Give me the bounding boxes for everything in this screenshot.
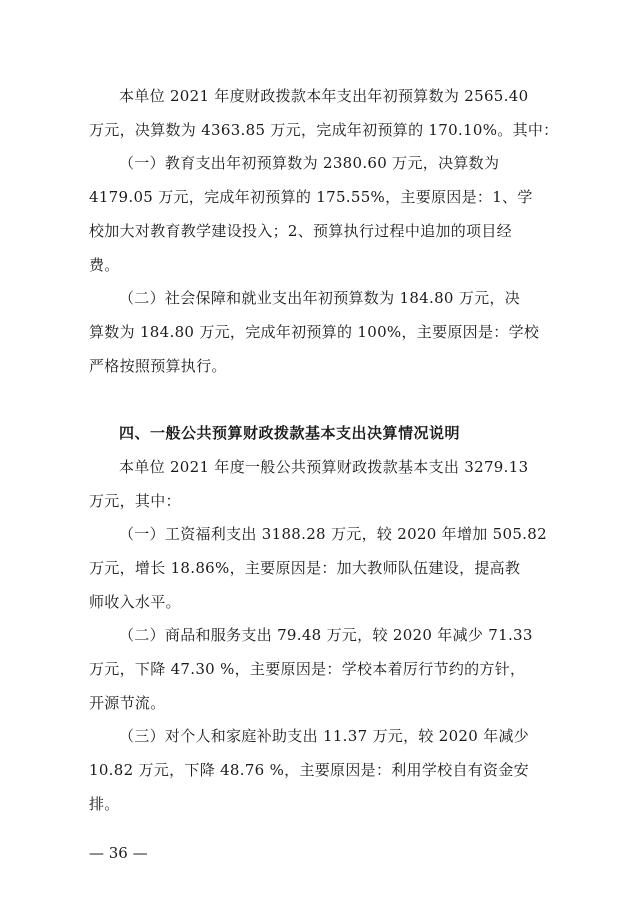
page-number: — 36 — [89,844,148,862]
paragraph-3-line-1: （二）社会保障和就业支出年初预算数为 184.80 万元，决 [119,289,521,307]
paragraph-3-line-3: 严格按照预算执行。 [89,357,227,375]
section-paragraph-3-line-2: 万元，下降 47.30 %，主要原因是：学校本着厉行节约的方针， [89,660,526,678]
section-paragraph-2-line-3: 师收入水平。 [89,593,181,611]
paragraph-2-line-4: 费。 [89,256,120,274]
section-paragraph-2-line-1: （一）工资福利支出 3188.28 万元，较 2020 年增加 505.82 [119,525,547,543]
section-paragraph-3-line-1: （二）商品和服务支出 79.48 万元，较 2020 年减少 71.33 [119,626,533,644]
paragraph-2-line-2: 4179.05 万元，完成年初预算的 175.55%，主要原因是：1、学 [89,188,533,206]
paragraph-2-line-1: （一）教育支出年初预算数为 2380.60 万元，决算数为 [119,154,500,172]
section-paragraph-4-line-2: 10.82 万元，下降 48.76 %，主要原因是：利用学校自有资金安 [89,761,529,779]
section-paragraph-1-line-1: 本单位 2021 年度一般公共预算财政拨款基本支出 3279.13 [119,458,529,476]
section-paragraph-1-line-2: 万元，其中： [89,492,181,510]
paragraph-2-line-3: 校加大对教育教学建设投入；2、预算执行过程中追加的项目经 [89,222,512,240]
section-paragraph-3-line-3: 开源节流。 [89,694,166,712]
section-paragraph-4-line-3: 排。 [89,795,120,813]
section-paragraph-4-line-1: （三）对个人和家庭补助支出 11.37 万元，较 2020 年减少 [119,727,530,745]
paragraph-1-line-2: 万元，决算数为 4363.85 万元，完成年初预算的 170.10%。其中： [89,121,559,139]
section-paragraph-2-line-2: 万元，增长 18.86%，主要原因是：加大教师队伍建设，提高教 [89,559,521,577]
section-heading: 四、一般公共预算财政拨款基本支出决算情况说明 [119,424,461,442]
paragraph-1-line-1: 本单位 2021 年度财政拨款本年支出年初预算数为 2565.40 [119,87,529,105]
paragraph-3-line-2: 算数为 184.80 万元，完成年初预算的 100%，主要原因是：学校 [89,323,540,341]
